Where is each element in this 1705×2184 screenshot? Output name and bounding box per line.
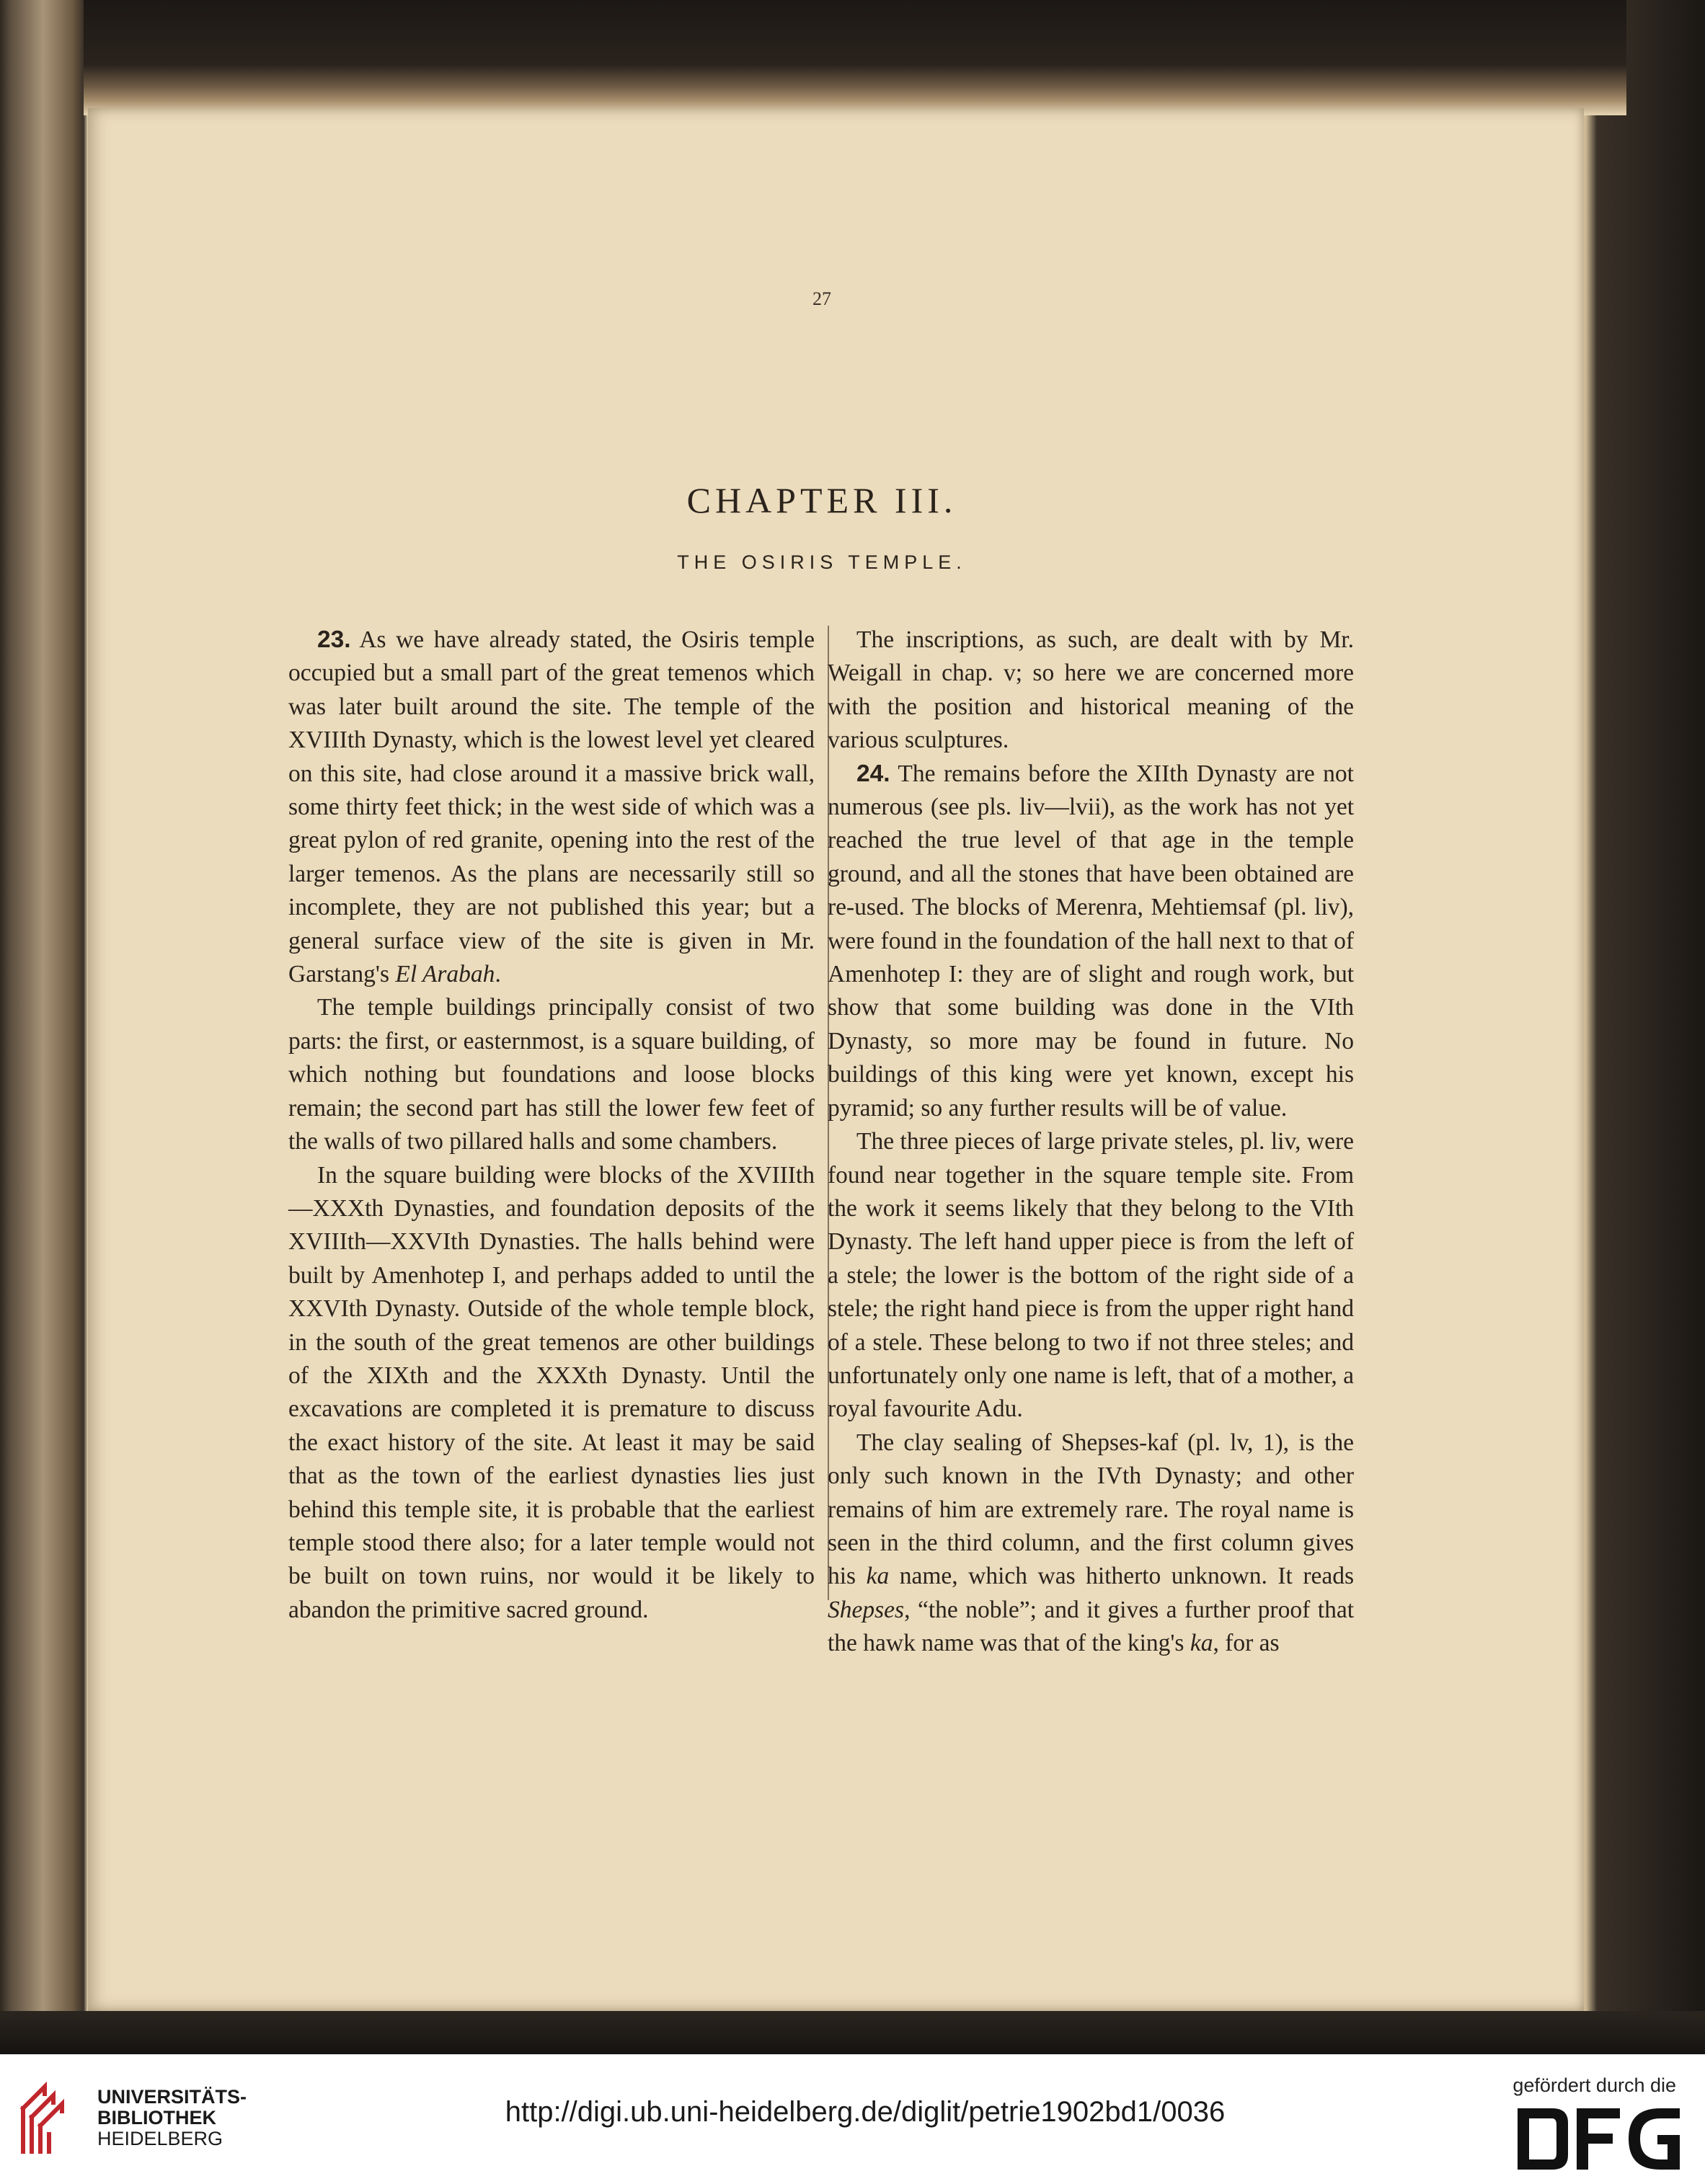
paragraph-text: , for as [1213,1630,1280,1657]
italic-term: Shepses [828,1596,905,1623]
dfg-logo-icon[interactable] [1518,2108,1680,2170]
ub-heidelberg-logo-icon[interactable] [16,2079,88,2159]
book-bottom-edge [0,2011,1705,2054]
permalink-url[interactable]: http://digi.ub.uni-heidelberg.de/diglit/petrie1902bd1/0036 [505,2096,1226,2128]
italic-term: ka [866,1563,890,1590]
institution-name-line: BIBLIOTHEK [97,2107,216,2128]
paragraph-text: In the square building were blocks of the XVIIIth—XXXth Dynasties, and foundation deposits of the XVIIIth—XXVIth Dynasties. The halls behind were built by Amenhotep I, and perhaps added to until the XXVIth Dynasty. Outside of the whole temple block, in the south of the great temenos are other buildings of the XIXth and the XXXth Dynasty. Until the excavations are completed it is premature to discuss the exact history of the site. At least it may be said that as the town of the earliest dynasties lies just behind this temple site, it is probable that the earliest temple stood there also; for a later temple would not be built on town ruins, nor would it be likely to abandon the primitive sacred ground. [288,1161,815,1623]
paragraph-text: The temple buildings principally consist of two parts: the first, or easternmost, is a square building, of which nothing but foundations and loose blocks remain; the second part has still the lower few feet of the walls of two pillared halls and some chambers. [288,994,815,1155]
book-top-edge [84,0,1626,115]
paragraph-text [828,1426,1354,1661]
institution-name-line: UNIVERSITÄTS- [97,2086,247,2108]
paragraph-text: . [495,961,501,988]
paragraph-24 [828,758,1354,1125]
book-title-reference: El Arabah [395,961,495,988]
paragraph-text: The remains before the XIIth Dynasty are not numerous (see pls. liv—lvii), as the work has not yet reached the true level of that age in the temple ground, and all the stones that have been obtained are re-used. The blocks of Merenra, Mehtiemsaf (pl. liv), were found in the foundation of the hall next to that of Amenhotep I: they are of slight and rough work, but show that some building was done in the VIth Dynasty, so more may be found in future. No buildings of this king were yet known, except his pyramid; so any further results will be of value. [828,760,1354,1122]
paragraph-text: As we have already stated, the Osiris temple occupied but a small part of the great temenos which was later built around the site. The temple of the XVIIIth Dynasty, which is the lowest level yet cleared on this site, had close around it a massive brick wall, some thirty feet thick; in the west side of which was a great pylon of red granite, opening into the rest of the larger temenos. As the plans are necessarily still so incomplete, they are not published this year; but a general surface view of the site is given in Mr. Garstang's [288,626,815,988]
institution-name [97,2087,247,2149]
section-number: 24. [856,760,890,787]
chapter-title: CHAPTER III. [686,480,957,520]
paragraph-text: The inscriptions, as such, are dealt with by Mr. Weigall in chap. v; so here we are concerned more with the position and historical meaning of the various sculptures. [828,626,1354,754]
paragraph-text: , “the noble”; and it gives a further proof that the hawk name was that of the king's [828,1596,1354,1657]
paragraph-text: The three pieces of large private steles, pl. liv, were found near together in the square temple site. From the work it seems likely that they belong to the VIth Dynasty. The left hand upper piece is from the left of a stele; the lower is the bottom of the right side of a stele; the right hand piece is from the upper right hand of a stele. These belong to two if not three steles; and unfortunately only one name is left, that of a mother, a royal favourite Adu. [828,1128,1354,1423]
left-text-column [288,623,815,1627]
italic-term: ka [1190,1630,1213,1657]
section-number: 23. [317,626,351,653]
footer-bar [0,2054,1705,2184]
funding-text: gefördert durch die [1513,2074,1676,2096]
chapter-subtitle: THE OSIRIS TEMPLE. [677,551,967,573]
page-number: 27 [812,288,831,309]
institution-name-line: HEIDELBERG [97,2128,223,2149]
right-text-column [828,623,1354,1661]
paragraph-23 [288,623,815,991]
paragraph-text: name, which was hitherto unknown. It reads [899,1563,1355,1590]
paragraph-text: The clay sealing of Shepses-kaf (pl. lv, 1), is the only such known in the IVth Dynasty; and other remains of him are extremely rare. The royal name is seen in the third column, and the first column gives his [828,1429,1354,1590]
